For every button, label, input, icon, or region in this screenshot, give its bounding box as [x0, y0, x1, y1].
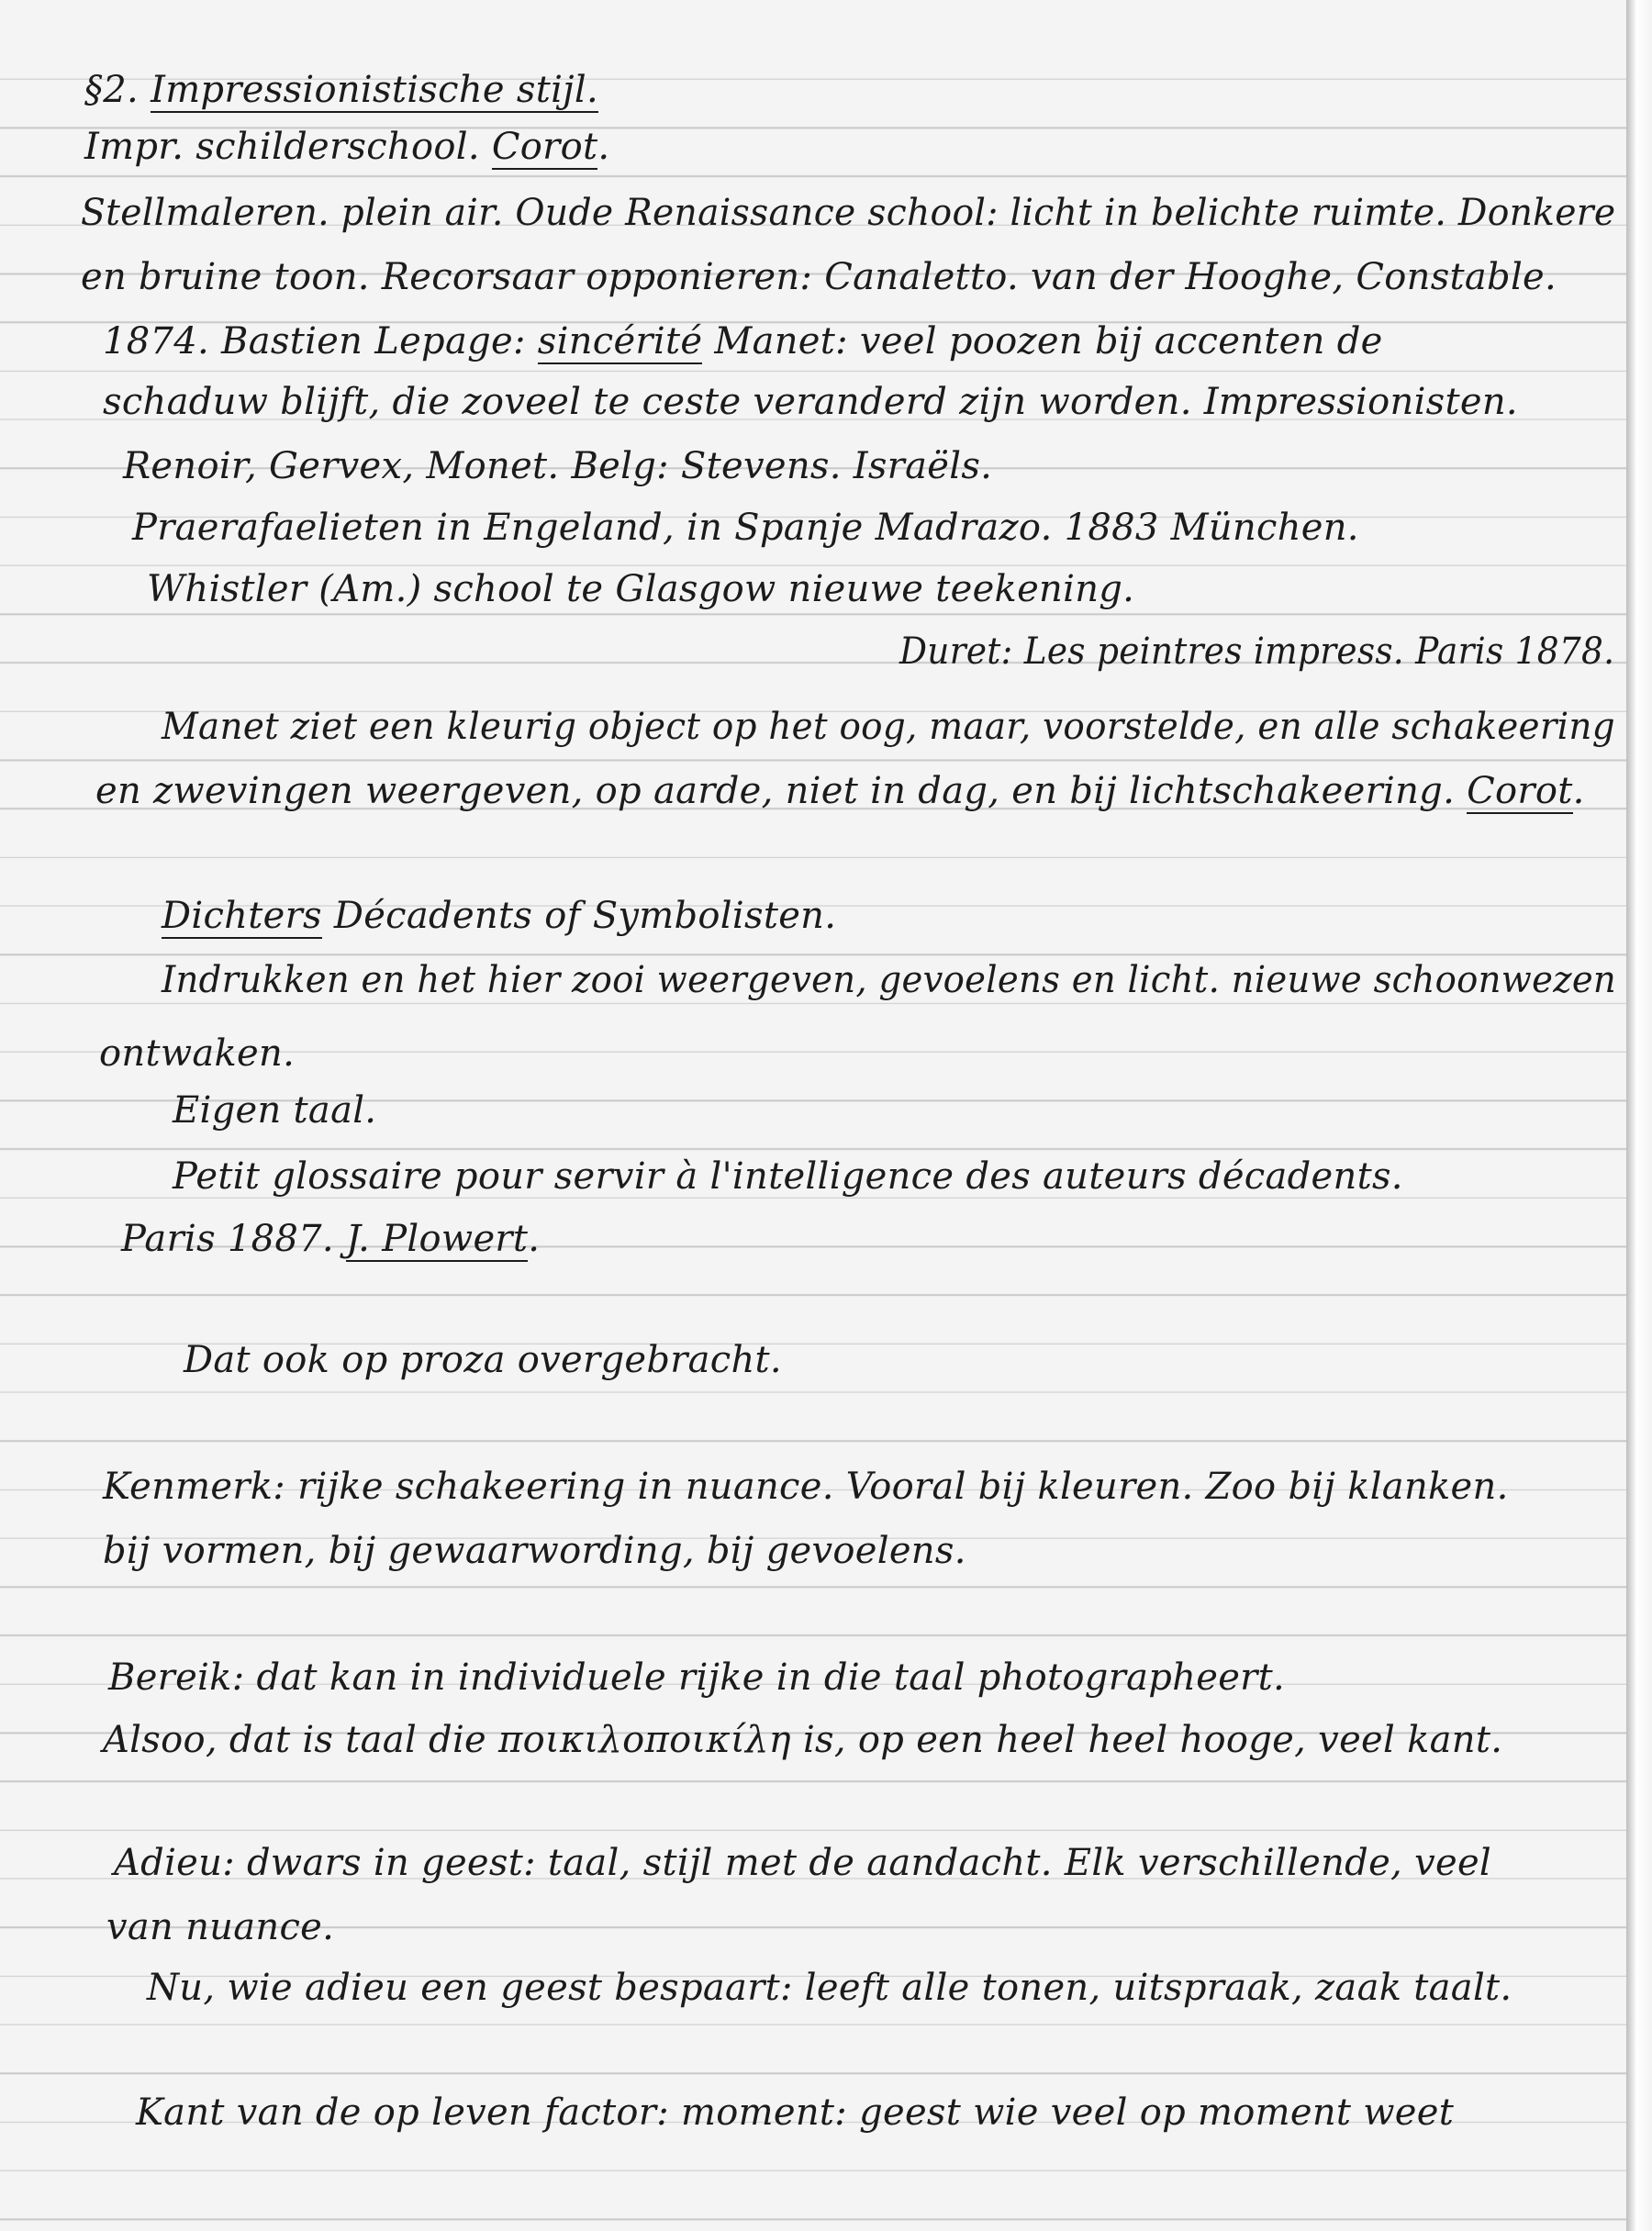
text-line: en zwevingen weergeven, op aarde, niet in dag, en bij lichtschakeering. Corot.: [95, 770, 1585, 812]
text-line: Dat ook op proza overgebracht.: [184, 1339, 782, 1381]
text-line: Manet ziet een kleurig object op het oog, maar, voorstelde, en alle schakeering: [162, 706, 1615, 748]
text-line: Adieu: dwars in geest: taal, stijl met de aandacht. Elk verschillende, veel: [114, 1842, 1492, 1884]
section-heading-dichters: Dichters Décadents of Symbolisten.: [162, 895, 837, 937]
text-line: Impr. schilderschool. Corot.: [84, 126, 610, 168]
section-heading: §2. Impressionistische stijl.: [84, 69, 598, 111]
page-edge: [1626, 0, 1652, 2231]
text-line: Alsoo, dat is taal die ποικιλοποικίλη is, op een heel heel hooge, veel kant.: [103, 1719, 1503, 1761]
text-line: Praerafaelieten in Engeland, in Spanje Madrazo. 1883 München.: [132, 507, 1359, 549]
underlined-phrase: Corot: [1467, 770, 1573, 812]
text-line: Kant van de op leven factor: moment: geest wie veel op moment weet: [136, 2092, 1455, 2134]
text-line: Kenmerk: rijke schakeering in nuance. Vooral bij kleuren. Zoo bij klanken.: [103, 1466, 1509, 1508]
underlined-phrase: sincérité: [537, 320, 703, 363]
underlined-phrase: J. Plowert: [345, 1218, 529, 1260]
text-line: Stellmaleren. plein air. Oude Renaissance school: licht in belichte ruimte. Donkere: [81, 192, 1616, 234]
text-line: ontwaken.: [99, 1032, 296, 1075]
text-line: en bruine toon. Recorsaar opponieren: Canaletto. van der Hooghe, Constable.: [81, 256, 1557, 298]
text-line: Bereik: dat kan in individuele rijke in die taal photographeert.: [108, 1657, 1285, 1699]
text-line: schaduw blijft, die zoveel te ceste veranderd zijn worden. Impressionisten.: [103, 381, 1518, 423]
underlined-phrase: Corot: [491, 126, 598, 168]
text-line: bij vormen, bij gewaarwording, bij gevoelens.: [103, 1530, 966, 1572]
text-line: Nu, wie adieu een geest bespaart: leeft alle tonen, uitspraak, zaak taalt.: [147, 1967, 1512, 2009]
text-line: Paris 1887. J. Plowert.: [121, 1218, 541, 1260]
text-line: Renoir, Gervex, Monet. Belg: Stevens. Israëls.: [123, 445, 993, 487]
text-line: Duret: Les peintres impress. Paris 1878.: [899, 630, 1615, 673]
text-line: 1874. Bastien Lepage: sincérité Manet: veel poozen bij accenten de: [103, 320, 1383, 363]
text-line: Eigen taal.: [173, 1089, 377, 1132]
underlined-phrase: Dichters: [162, 895, 322, 937]
text-line: van nuance.: [106, 1906, 335, 1948]
text-line: Petit glossaire pour servir à l'intelligence des auteurs décadents.: [173, 1155, 1403, 1198]
text-line: Whistler (Am.) school te Glasgow nieuwe teekening.: [147, 568, 1135, 610]
underlined-phrase: Impressionistische stijl.: [151, 69, 598, 111]
text-line: Indrukken en het hier zooi weergeven, gevoelens en licht. nieuwe schoonwezen: [162, 959, 1617, 1001]
